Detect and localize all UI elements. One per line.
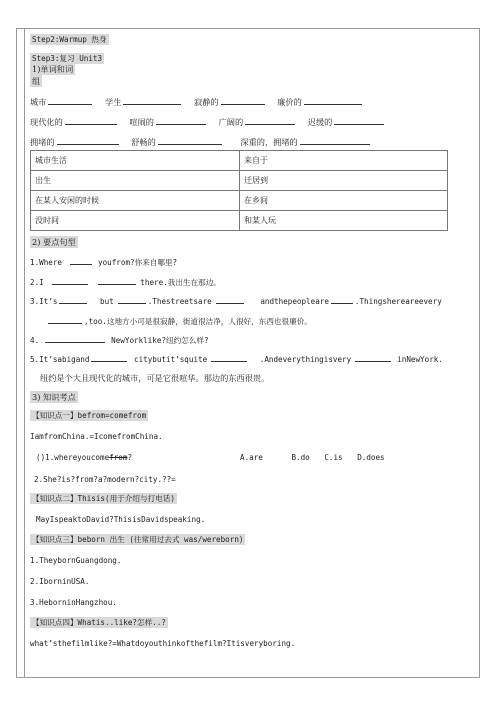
table-row: 在某人安闲的时候 在乡间 xyxy=(31,191,448,211)
vocab-row-2: 现代化的 喧闹的 广阔的 迟缓的 xyxy=(30,117,386,126)
point-2: 【知识点二】Thisis(用于介绍与打电话) xyxy=(32,494,175,503)
vocab-heading: 1)单词和词 xyxy=(32,64,74,74)
example-3-1: 1.TheybornGuangdong. xyxy=(30,556,122,565)
step3-title: Step3:复习 Unit3 xyxy=(32,54,103,63)
table-row: 出生 迁居到 xyxy=(31,171,448,191)
question-1-options: A.are B.do C.is D.does xyxy=(240,453,385,462)
frame-left-line xyxy=(16,28,17,678)
point-4-example: what’sthefilmlike?=Whatdoyouthinkofthefilm?Itisveryboring. xyxy=(30,639,296,648)
sentence-3: 3.It’s but .Thestreetsare andthepeopleare .Thingshereareevery xyxy=(30,297,442,306)
sentence-3-cont: ,too.这地方小可是很寂静，街道很洁净，人很好，东西也很廉价。 xyxy=(46,316,312,326)
vocab-heading-2: 组 xyxy=(32,76,41,86)
sentence-5-cn: 纽约是个大且现代化的城市，可是它很喧华。那边的东西很贵。 xyxy=(40,373,270,383)
example-3-3: 3.HeborninHangzhou. xyxy=(30,598,117,607)
sentence-4: 4. NewYorklike?纽约怎么样? xyxy=(30,336,209,345)
sentence-2: 2.I there.我出生在那边。 xyxy=(30,278,221,287)
point-2-example: MayIspeaktoDavid?ThisisDavidspeaking. xyxy=(36,515,206,524)
frame-top-line xyxy=(16,28,480,29)
sentences-heading: 2) 要点句型 xyxy=(32,237,76,247)
frame-bottom-line xyxy=(16,677,480,678)
example-3-2: 2.IborninUSA. xyxy=(30,577,90,586)
question-2: 2.She?is?from?a?modern?city.??= xyxy=(34,475,176,484)
point-3: 【知识点三】beborn 出生 (往常用过去式 was/wereborn) xyxy=(32,535,244,544)
point-1-example: IamfromChina.=IcomefromChina. xyxy=(30,432,163,441)
table-row: 城市生活 来自于 xyxy=(31,151,448,171)
frame-left-line-2 xyxy=(24,28,25,678)
vocab-row-1: 城市 学生 寂静的 廉价的 xyxy=(30,97,364,106)
frame-right-line xyxy=(479,28,480,678)
question-1: ()1.whereyoucomefrom? xyxy=(36,453,133,462)
step2-title: Step2:Warmup 热身 xyxy=(32,35,107,44)
point-1: 【知识点一】befrom=comefrom xyxy=(32,411,147,420)
phrase-table xyxy=(30,150,448,231)
point-4: 【知识点四】Whatis..like?怎样..? xyxy=(32,618,166,627)
vocab-row-3: 拥堵的 舒畅的 深重的，拥堵的 xyxy=(30,137,372,146)
sentence-5: 5.It’sabigand citybutit’squite .Andeverythingisvery inNewYork. xyxy=(30,355,443,364)
sentence-1: 1.Where youfrom?你来自哪里? xyxy=(30,258,178,267)
table-row: 没时间 和某人玩 xyxy=(31,211,448,231)
points-heading: 3) 知识考点 xyxy=(32,392,76,402)
